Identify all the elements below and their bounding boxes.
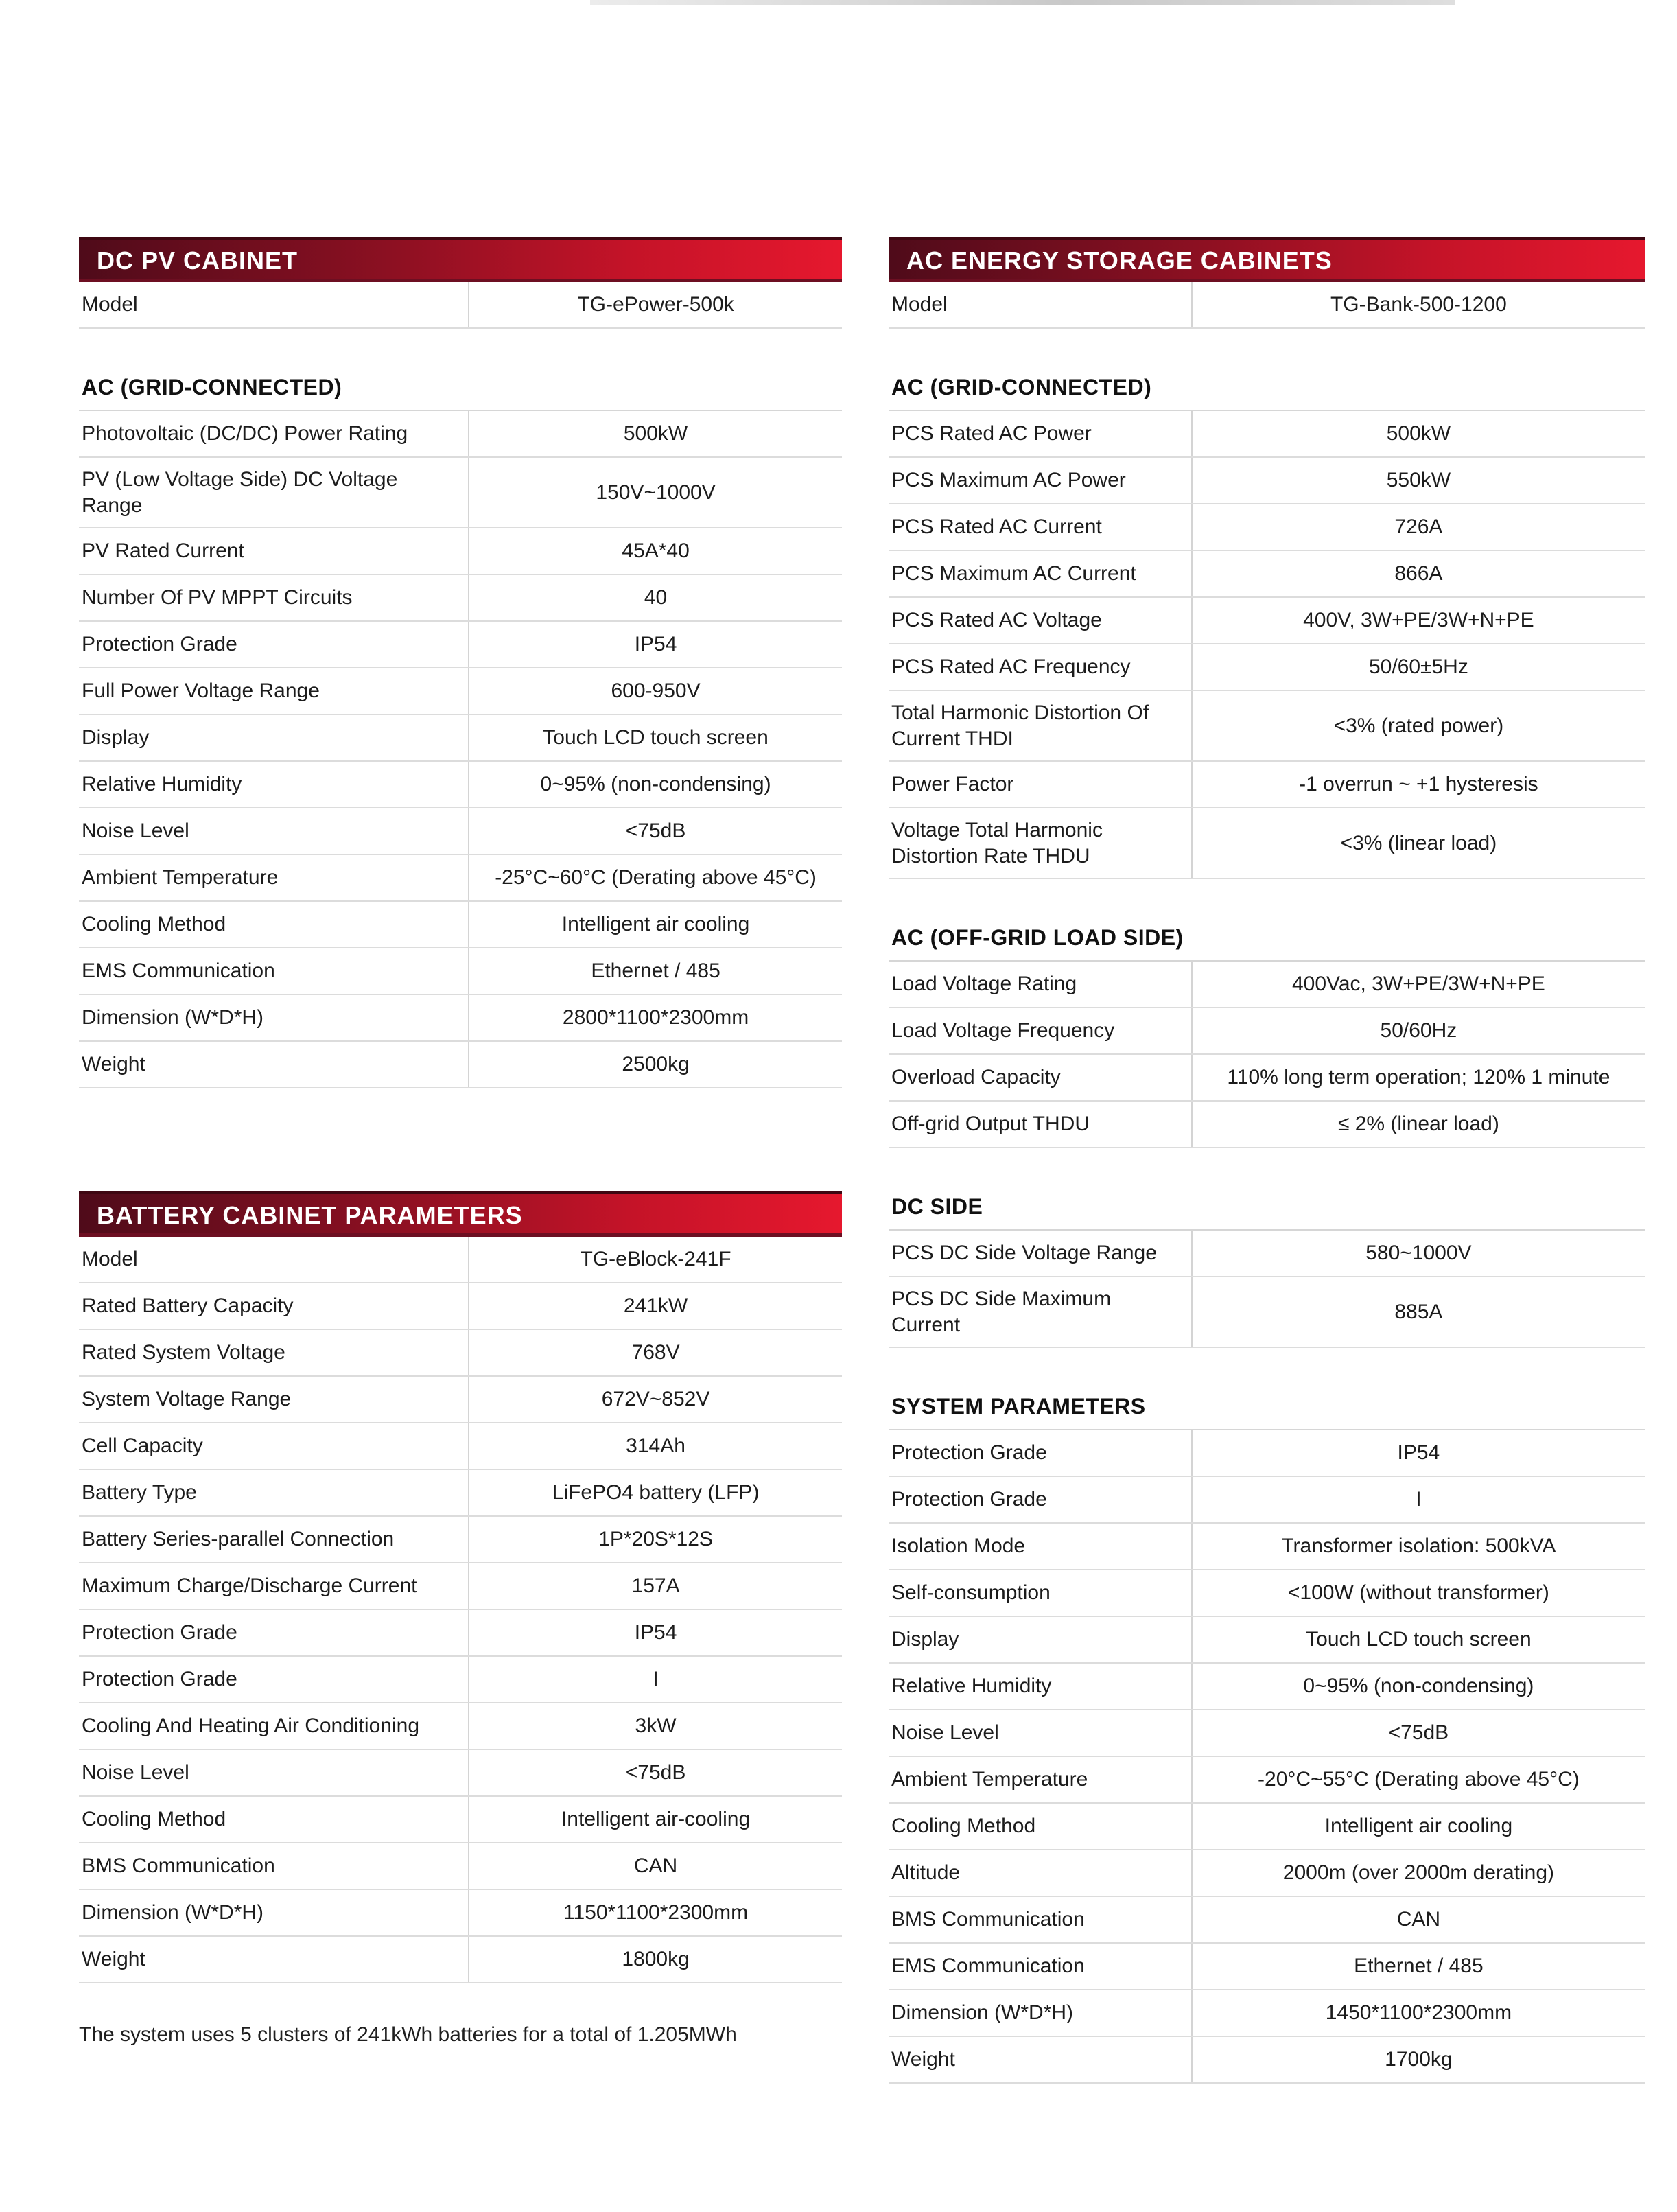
spec-value: 2000m (over 2000m derating) <box>1191 1850 1645 1896</box>
table-row <box>79 1937 842 1983</box>
table-row <box>889 504 1645 551</box>
spec-value: 866A <box>1191 551 1645 596</box>
table-row <box>79 1750 842 1797</box>
spec-label: Model <box>82 293 138 316</box>
spec-label: BMS Communication <box>82 1854 275 1878</box>
spec-label: Photovoltaic (DC/DC) Power Rating <box>82 422 408 445</box>
spec-label: PCS Rated AC Voltage <box>891 609 1102 632</box>
spec-label: Protection Grade <box>82 633 237 656</box>
spec-value: <3% (rated power) <box>1191 691 1645 760</box>
spec-label: Battery Series-parallel Connection <box>82 1528 395 1551</box>
spec-label: AC (GRID-CONNECTED) <box>891 375 1152 399</box>
spec-value: 241kW <box>468 1283 842 1329</box>
spec-value: TG-Bank-500-1200 <box>1191 282 1645 327</box>
table-row <box>889 691 1645 762</box>
spec-value: 1P*20S*12S <box>468 1517 842 1562</box>
spec-value: 1150*1100*2300mm <box>468 1890 842 1935</box>
spec-value: IP54 <box>468 622 842 667</box>
spec-label: Load Voltage Rating <box>891 973 1077 996</box>
spec-label: Cooling Method <box>891 1815 1036 1838</box>
spec-label: AC (GRID-CONNECTED) <box>82 375 342 399</box>
spec-value: 400V, 3W+PE/3W+N+PE <box>1191 598 1645 643</box>
spec-label: Ambient Temperature <box>82 866 279 889</box>
table-row <box>889 1757 1645 1804</box>
spec-label: Number Of PV MPPT Circuits <box>82 586 353 609</box>
table-row <box>79 715 842 762</box>
spec-value: 0~95% (non-condensing) <box>1191 1664 1645 1709</box>
spec-label: Maximum Charge/Discharge Current <box>82 1574 417 1598</box>
spec-label: Model <box>891 293 948 316</box>
battery-cabinet-table <box>79 1191 842 2047</box>
table-row <box>79 575 842 622</box>
table-row <box>79 411 842 458</box>
spec-label: Weight <box>82 1948 145 1971</box>
spec-value: 0~95% (non-condensing) <box>468 762 842 807</box>
table-row <box>889 1524 1645 1570</box>
spec-label: Battery Type <box>82 1481 197 1504</box>
spec-value: 2500kg <box>468 1042 842 1087</box>
spec-value: 50/60Hz <box>1191 1008 1645 1053</box>
spec-label: Voltage Total Harmonic Distortion Rate THDU <box>891 819 1103 868</box>
left-column <box>79 237 842 2047</box>
spec-value: 400Vac, 3W+PE/3W+N+PE <box>1191 962 1645 1007</box>
spec-label: Cooling Method <box>82 913 226 936</box>
table-row <box>889 1184 1645 1231</box>
spec-value: 45A*40 <box>468 528 842 574</box>
spec-label: PCS Rated AC Frequency <box>891 655 1131 679</box>
spec-value: 500kW <box>468 411 842 456</box>
table-row <box>79 1843 842 1890</box>
spec-value: 768V <box>468 1330 842 1375</box>
spec-label: Noise Level <box>891 1721 999 1745</box>
table-row <box>889 2037 1645 2084</box>
spec-value: Transformer isolation: 500kVA <box>1191 1524 1645 1569</box>
table-row <box>889 1664 1645 1710</box>
table-row <box>889 1944 1645 1990</box>
spec-value: TG-eBlock-241F <box>468 1237 842 1282</box>
table-row <box>79 762 842 808</box>
spec-value: I <box>1191 1477 1645 1522</box>
table-row <box>79 1423 842 1470</box>
spec-value: 550kW <box>1191 458 1645 503</box>
table-row <box>79 855 842 902</box>
ac-energy-storage-cabinets-table <box>889 237 1645 2084</box>
spec-label: Dimension (W*D*H) <box>891 2001 1074 2025</box>
table-row <box>889 962 1645 1008</box>
table-row <box>889 1477 1645 1524</box>
table-row <box>79 1517 842 1563</box>
spec-label: Full Power Voltage Range <box>82 679 320 703</box>
spec-label: PCS DC Side Voltage Range <box>891 1242 1157 1265</box>
spec-label: BMS Communication <box>891 1908 1085 1931</box>
table-row <box>889 1055 1645 1102</box>
spec-label: Rated System Voltage <box>82 1341 285 1364</box>
spec-value: <75dB <box>468 808 842 854</box>
spec-label: Altitude <box>891 1861 961 1885</box>
table-row <box>889 1231 1645 1277</box>
spec-value: 672V~852V <box>468 1377 842 1422</box>
spec-value: 314Ah <box>468 1423 842 1469</box>
table-row <box>889 411 1645 458</box>
table-row <box>79 458 842 528</box>
table-row <box>79 282 842 329</box>
table-row <box>889 364 1645 411</box>
ac-energy-storage-cabinets-rows <box>889 282 1645 2084</box>
table-row <box>79 1042 842 1088</box>
spec-value: LiFePO4 battery (LFP) <box>468 1470 842 1515</box>
spec-label: Protection Grade <box>82 1621 237 1644</box>
spec-value: CAN <box>468 1843 842 1889</box>
spec-label: System Voltage Range <box>82 1388 292 1411</box>
spec-label: PCS DC Side Maximum Current <box>891 1288 1112 1336</box>
table-row <box>889 1277 1645 1348</box>
spec-label: PCS Rated AC Current <box>891 515 1102 539</box>
table-row <box>79 808 842 855</box>
spec-value: IP54 <box>1191 1430 1645 1476</box>
battery-system-note: The system uses 5 clusters of 241kWh batteries for a total of 1.205MWh <box>79 2023 737 2046</box>
spec-value: Touch LCD touch screen <box>468 715 842 760</box>
spec-label: PCS Maximum AC Power <box>891 469 1126 492</box>
spec-value: 1450*1100*2300mm <box>1191 1990 1645 2036</box>
spec-label: Relative Humidity <box>891 1675 1052 1698</box>
spec-label: Rated Battery Capacity <box>82 1294 294 1318</box>
spec-label: Noise Level <box>82 1761 189 1784</box>
table-row <box>889 1990 1645 2037</box>
spec-value: Ethernet / 485 <box>1191 1944 1645 1989</box>
table-row <box>889 1850 1645 1897</box>
spec-value: <100W (without transformer) <box>1191 1570 1645 1616</box>
ac-energy-storage-cabinets-title: AC ENERGY STORAGE CABINETS <box>889 237 1645 282</box>
spec-label: Display <box>891 1628 959 1651</box>
table-row <box>79 668 842 715</box>
spec-label: Cell Capacity <box>82 1434 203 1458</box>
spec-value: 50/60±5Hz <box>1191 644 1645 690</box>
dc-pv-cabinet-table <box>79 237 842 1088</box>
spec-value: 157A <box>468 1563 842 1609</box>
table-row <box>79 995 842 1042</box>
table-row <box>889 1897 1645 1944</box>
spec-label: PCS Maximum AC Current <box>891 562 1136 585</box>
spec-label: Power Factor <box>891 773 1014 796</box>
table-row <box>79 1890 842 1937</box>
spec-value: <75dB <box>468 1750 842 1795</box>
scan-artifact-strip <box>590 0 1455 5</box>
spec-value: Touch LCD touch screen <box>1191 1617 1645 1662</box>
spec-label: Load Voltage Frequency <box>891 1019 1115 1043</box>
spec-label: SYSTEM PARAMETERS <box>891 1394 1146 1419</box>
spec-value: IP54 <box>468 1610 842 1655</box>
spec-value: Intelligent air-cooling <box>468 1797 842 1842</box>
table-row <box>889 762 1645 808</box>
table-row <box>889 1384 1645 1430</box>
table-row <box>79 622 842 668</box>
table-row <box>79 1563 842 1610</box>
table-row <box>889 458 1645 504</box>
spec-label: PCS Rated AC Power <box>891 422 1092 445</box>
table-row <box>889 1804 1645 1850</box>
spec-label: Ambient Temperature <box>891 1768 1088 1791</box>
table-row <box>79 1703 842 1750</box>
table-row <box>889 644 1645 691</box>
right-column <box>889 237 1645 2084</box>
spec-label: Cooling Method <box>82 1808 226 1831</box>
spec-value: 726A <box>1191 504 1645 550</box>
spec-value: 40 <box>468 575 842 620</box>
spec-label: Total Harmonic Distortion Of Current THDI <box>891 701 1149 750</box>
spec-label: Off-grid Output THDU <box>891 1113 1090 1136</box>
spec-label: Cooling And Heating Air Conditioning <box>82 1714 419 1738</box>
spec-label: Dimension (W*D*H) <box>82 1901 264 1924</box>
spec-label: AC (OFF-GRID LOAD SIDE) <box>891 925 1184 950</box>
spec-label: Display <box>82 726 150 749</box>
spec-value: CAN <box>1191 1897 1645 1942</box>
spec-label: Weight <box>891 2048 955 2071</box>
spec-label: Dimension (W*D*H) <box>82 1006 264 1029</box>
table-row <box>889 1102 1645 1148</box>
table-row <box>79 1657 842 1703</box>
table-row <box>79 1377 842 1423</box>
spec-label: PV Rated Current <box>82 539 244 563</box>
spec-label: Model <box>82 1248 138 1271</box>
spec-value: -1 overrun ~ +1 hysteresis <box>1191 762 1645 807</box>
table-row <box>889 915 1645 962</box>
spec-value: 110% long term operation; 120% 1 minute <box>1191 1055 1645 1100</box>
spec-value: 3kW <box>468 1703 842 1749</box>
battery-cabinet-rows <box>79 1237 842 1983</box>
table-row <box>79 1237 842 1283</box>
spec-label: Relative Humidity <box>82 773 242 796</box>
table-row <box>79 1283 842 1330</box>
spec-value: ≤ 2% (linear load) <box>1191 1102 1645 1147</box>
spec-label: Noise Level <box>82 819 189 843</box>
table-row <box>889 1430 1645 1477</box>
table-row <box>889 551 1645 598</box>
spec-label: Protection Grade <box>891 1441 1047 1465</box>
spec-label: Protection Grade <box>891 1488 1047 1511</box>
table-row <box>889 1008 1645 1055</box>
table-row <box>79 1330 842 1377</box>
spec-label: DC SIDE <box>891 1194 983 1219</box>
spec-label: EMS Communication <box>891 1955 1085 1978</box>
table-row <box>79 1470 842 1517</box>
spec-value: <3% (linear load) <box>1191 808 1645 878</box>
spec-label: PV (Low Voltage Side) DC Voltage Range <box>82 468 398 517</box>
spec-value: -25°C~60°C (Derating above 45°C) <box>468 855 842 900</box>
spec-value: 500kW <box>1191 411 1645 456</box>
table-row <box>889 1710 1645 1757</box>
spec-value: 1700kg <box>1191 2037 1645 2082</box>
table-row <box>79 948 842 995</box>
battery-cabinet-title: BATTERY CABINET PARAMETERS <box>79 1191 842 1237</box>
table-row <box>889 808 1645 879</box>
table-row <box>889 282 1645 329</box>
spec-value: I <box>468 1657 842 1702</box>
table-row <box>79 902 842 948</box>
dc-pv-cabinet-title: DC PV CABINET <box>79 237 842 282</box>
spec-label: Self-consumption <box>891 1581 1051 1605</box>
spec-value: 580~1000V <box>1191 1231 1645 1276</box>
spec-value: Ethernet / 485 <box>468 948 842 994</box>
spec-value: -20°C~55°C (Derating above 45°C) <box>1191 1757 1645 1802</box>
table-row <box>79 528 842 575</box>
spec-label: EMS Communication <box>82 959 275 983</box>
table-row <box>79 1610 842 1657</box>
table-row <box>79 1797 842 1843</box>
dc-pv-cabinet-rows <box>79 282 842 1088</box>
spec-value: Intelligent air cooling <box>1191 1804 1645 1849</box>
table-row <box>79 364 842 411</box>
spec-value: 1800kg <box>468 1937 842 1982</box>
spec-label: Weight <box>82 1053 145 1076</box>
spec-label: Isolation Mode <box>891 1535 1026 1558</box>
spec-value: 600-950V <box>468 668 842 714</box>
spec-value: 2800*1100*2300mm <box>468 995 842 1040</box>
spec-label: Protection Grade <box>82 1668 237 1691</box>
table-row <box>889 598 1645 644</box>
spec-value: 885A <box>1191 1277 1645 1347</box>
table-row <box>889 1570 1645 1617</box>
spec-value: TG-ePower-500k <box>468 282 842 327</box>
spec-label: Overload Capacity <box>891 1066 1061 1089</box>
spec-value: <75dB <box>1191 1710 1645 1756</box>
spec-value: 150V~1000V <box>468 458 842 527</box>
table-row <box>889 1617 1645 1664</box>
spec-value: Intelligent air cooling <box>468 902 842 947</box>
